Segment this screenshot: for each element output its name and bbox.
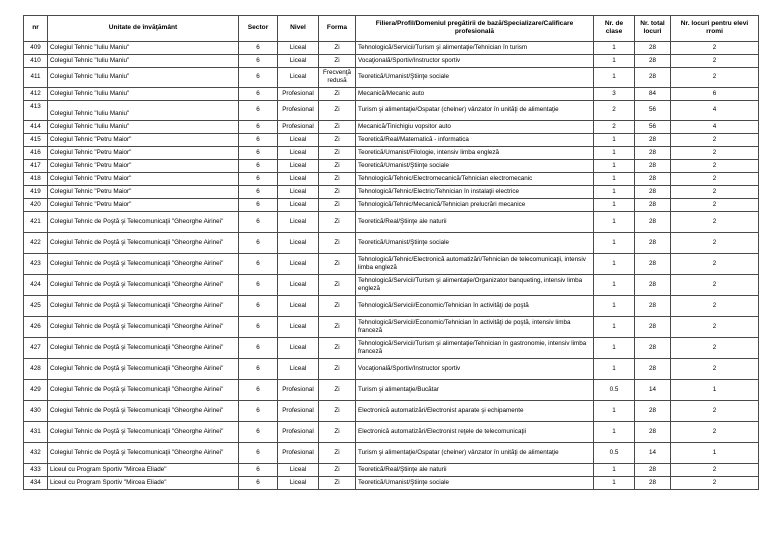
- cell-rromi: 2: [671, 253, 759, 274]
- table-row: [24, 120, 759, 133]
- cell-clase: 3: [594, 87, 635, 100]
- cell-sector: 6: [239, 232, 278, 253]
- cell-nr: 416: [24, 146, 48, 159]
- cell-nr: 409: [24, 41, 48, 54]
- cell-rromi: 2: [671, 232, 759, 253]
- cell-forma: Zi: [319, 295, 356, 316]
- cell-nr: 421: [24, 211, 48, 232]
- cell-nivel: Liceal: [278, 146, 319, 159]
- table-row: [24, 159, 759, 172]
- cell-sector: 6: [239, 87, 278, 100]
- cell-unit: Colegiul Tehnic de Poştă şi Telecomunicaţii "Gheorghe Airinei": [48, 400, 239, 421]
- cell-nivel: Liceal: [278, 41, 319, 54]
- cell-nivel: Liceal: [278, 198, 319, 211]
- cell-sector: 6: [239, 100, 278, 120]
- cell-forma: Zi: [319, 211, 356, 232]
- cell-nr: 423: [24, 253, 48, 274]
- cell-rromi: 1: [671, 442, 759, 463]
- cell-clase: 1: [594, 211, 635, 232]
- cell-filiera: Tehnologică/Tehnic/Electric/Tehnician în instalaţii electrice: [356, 185, 594, 198]
- cell-nivel: Liceal: [278, 185, 319, 198]
- cell-nivel: Liceal: [278, 133, 319, 146]
- column-header-clase: Nr. de clase: [594, 16, 635, 42]
- cell-filiera: Teoretică/Umanist/Filologie, intensiv limba engleză: [356, 146, 594, 159]
- cell-locuri: 28: [635, 316, 671, 337]
- table-body: [24, 41, 759, 489]
- cell-unit: Colegiul Tehnic de Poştă şi Telecomunicaţii "Gheorghe Airinei": [48, 253, 239, 274]
- cell-unit: Colegiul Tehnic "Petru Maior": [48, 172, 239, 185]
- cell-locuri: 28: [635, 211, 671, 232]
- cell-locuri: 28: [635, 41, 671, 54]
- cell-clase: 0.5: [594, 379, 635, 400]
- cell-sector: 6: [239, 159, 278, 172]
- cell-unit: Colegiul Tehnic "Iuliu Maniu": [48, 100, 239, 120]
- cell-unit: Colegiul Tehnic "Iuliu Maniu": [48, 120, 239, 133]
- cell-unit: Colegiul Tehnic "Iuliu Maniu": [48, 41, 239, 54]
- table-row: [24, 67, 759, 87]
- cell-locuri: 28: [635, 159, 671, 172]
- cell-forma: Zi: [319, 100, 356, 120]
- cell-forma: Frecvenţă redusă: [319, 67, 356, 87]
- cell-rromi: 1: [671, 379, 759, 400]
- cell-sector: 6: [239, 358, 278, 379]
- table-row: [24, 421, 759, 442]
- cell-nivel: Liceal: [278, 253, 319, 274]
- cell-nivel: Profesional: [278, 400, 319, 421]
- cell-forma: Zi: [319, 253, 356, 274]
- cell-nr: 426: [24, 316, 48, 337]
- cell-sector: 6: [239, 442, 278, 463]
- cell-nivel: Liceal: [278, 211, 319, 232]
- cell-forma: Zi: [319, 172, 356, 185]
- cell-rromi: 4: [671, 100, 759, 120]
- cell-rromi: 2: [671, 185, 759, 198]
- cell-forma: Zi: [319, 379, 356, 400]
- column-header-sector: Sector: [239, 16, 278, 42]
- cell-filiera: Turism şi alimentaţie/Ospatar (chelner) vânzator în unităţi de alimentaţie: [356, 442, 594, 463]
- cell-nivel: Liceal: [278, 337, 319, 358]
- cell-nr: 411: [24, 67, 48, 87]
- cell-nivel: Profesional: [278, 379, 319, 400]
- cell-nr: 427: [24, 337, 48, 358]
- cell-nr: 419: [24, 185, 48, 198]
- table-header-row: [24, 16, 759, 42]
- cell-locuri: 56: [635, 120, 671, 133]
- cell-rromi: 2: [671, 172, 759, 185]
- cell-locuri: 28: [635, 274, 671, 295]
- cell-filiera: Electronică automatizări/Electronist aparate şi echipamente: [356, 400, 594, 421]
- cell-unit: Liceul cu Program Sportiv "Mircea Eliade": [48, 476, 239, 489]
- cell-unit: Colegiul Tehnic "Petru Maior": [48, 185, 239, 198]
- cell-forma: Zi: [319, 198, 356, 211]
- cell-clase: 1: [594, 316, 635, 337]
- cell-unit: Colegiul Tehnic "Petru Maior": [48, 146, 239, 159]
- cell-nr: 432: [24, 442, 48, 463]
- cell-filiera: Tehnologică/Servicii/Turism şi alimentaţie/Tehnician în turism: [356, 41, 594, 54]
- table-row: [24, 253, 759, 274]
- cell-locuri: 28: [635, 67, 671, 87]
- cell-nr: 422: [24, 232, 48, 253]
- cell-locuri: 28: [635, 54, 671, 67]
- cell-nivel: Liceal: [278, 358, 319, 379]
- cell-nr: 413: [24, 100, 48, 120]
- cell-forma: Zi: [319, 185, 356, 198]
- cell-nr: 418: [24, 172, 48, 185]
- cell-unit: Colegiul Tehnic "Iuliu Maniu": [48, 54, 239, 67]
- cell-nivel: Liceal: [278, 54, 319, 67]
- cell-filiera: Tehnologică/Tehnic/Electronică automatizări/Tehnician de telecomunicaţii, intensiv limba engleză: [356, 253, 594, 274]
- cell-nr: 424: [24, 274, 48, 295]
- cell-filiera: Tehnologică/Servicii/Turism şi alimentaţie/Tehnician în gastronomie, intensiv limba franceză: [356, 337, 594, 358]
- cell-nivel: Liceal: [278, 463, 319, 476]
- cell-nr: 410: [24, 54, 48, 67]
- cell-unit: Liceul cu Program Sportiv "Mircea Eliade": [48, 463, 239, 476]
- cell-rromi: 2: [671, 295, 759, 316]
- cell-forma: Zi: [319, 41, 356, 54]
- cell-rromi: 2: [671, 159, 759, 172]
- column-header-filiera: Filiera/Profil/Domeniul pregătirii de bază/Specializare/Calificare profesională: [356, 16, 594, 42]
- cell-nr: 412: [24, 87, 48, 100]
- cell-filiera: Tehnologică/Servicii/Turism şi alimentaţie/Organizator banqueting, intensiv limba engleză: [356, 274, 594, 295]
- cell-filiera: Teoretică/Umanist/Ştiinţe sociale: [356, 159, 594, 172]
- school-offers-table: [23, 15, 759, 490]
- cell-unit: Colegiul Tehnic de Poştă şi Telecomunicaţii "Gheorghe Airinei": [48, 421, 239, 442]
- cell-filiera: Teoretică/Real/Matematică - informatica: [356, 133, 594, 146]
- table-header: [24, 16, 759, 42]
- cell-filiera: Tehnologică/Tehnic/Mecanică/Tehnician prelucrări mecanice: [356, 198, 594, 211]
- cell-nivel: Profesional: [278, 421, 319, 442]
- cell-unit: Colegiul Tehnic de Poştă şi Telecomunicaţii "Gheorghe Airinei": [48, 295, 239, 316]
- table-row: [24, 172, 759, 185]
- cell-clase: 1: [594, 146, 635, 159]
- cell-filiera: Mecanică/Tinichigiu vopsitor auto: [356, 120, 594, 133]
- table-row: [24, 41, 759, 54]
- cell-nr: 414: [24, 120, 48, 133]
- cell-filiera: Mecanică/Mecanic auto: [356, 87, 594, 100]
- table-container: [23, 15, 758, 490]
- cell-unit: Colegiul Tehnic de Poştă şi Telecomunicaţii "Gheorghe Airinei": [48, 442, 239, 463]
- cell-unit: Colegiul Tehnic de Poştă şi Telecomunicaţii "Gheorghe Airinei": [48, 211, 239, 232]
- cell-rromi: 6: [671, 87, 759, 100]
- cell-forma: Zi: [319, 358, 356, 379]
- cell-rromi: 2: [671, 337, 759, 358]
- cell-filiera: Electronică automatizări/Electronist reţele de telecomunicaţii: [356, 421, 594, 442]
- cell-unit: Colegiul Tehnic "Iuliu Maniu": [48, 87, 239, 100]
- cell-rromi: 2: [671, 400, 759, 421]
- cell-locuri: 28: [635, 232, 671, 253]
- cell-sector: 6: [239, 463, 278, 476]
- cell-nivel: Liceal: [278, 232, 319, 253]
- cell-rromi: 2: [671, 41, 759, 54]
- cell-locuri: 28: [635, 146, 671, 159]
- cell-locuri: 28: [635, 133, 671, 146]
- cell-sector: 6: [239, 146, 278, 159]
- cell-forma: Zi: [319, 400, 356, 421]
- cell-locuri: 84: [635, 87, 671, 100]
- table-row: [24, 211, 759, 232]
- table-row: [24, 337, 759, 358]
- cell-filiera: Teoretică/Umanist/Ştiinţe sociale: [356, 476, 594, 489]
- cell-unit: Colegiul Tehnic de Poştă şi Telecomunicaţii "Gheorghe Airinei": [48, 379, 239, 400]
- column-header-rromi: Nr. locuri pentru elevi rromi: [671, 16, 759, 42]
- cell-unit: Colegiul Tehnic de Poştă şi Telecomunicaţii "Gheorghe Airinei": [48, 358, 239, 379]
- cell-rromi: 2: [671, 133, 759, 146]
- cell-clase: 1: [594, 159, 635, 172]
- cell-nivel: Profesional: [278, 87, 319, 100]
- table-row: [24, 87, 759, 100]
- cell-filiera: Turism şi alimentaţie/Bucătar: [356, 379, 594, 400]
- cell-unit: Colegiul Tehnic "Petru Maior": [48, 159, 239, 172]
- cell-nr: 417: [24, 159, 48, 172]
- cell-sector: 6: [239, 120, 278, 133]
- cell-sector: 6: [239, 274, 278, 295]
- cell-unit: Colegiul Tehnic "Petru Maior": [48, 133, 239, 146]
- cell-nr: 425: [24, 295, 48, 316]
- cell-locuri: 14: [635, 379, 671, 400]
- cell-forma: Zi: [319, 159, 356, 172]
- cell-rromi: 2: [671, 211, 759, 232]
- cell-clase: 1: [594, 198, 635, 211]
- cell-nr: 415: [24, 133, 48, 146]
- cell-sector: 6: [239, 67, 278, 87]
- table-row: [24, 146, 759, 159]
- cell-locuri: 28: [635, 358, 671, 379]
- cell-sector: 6: [239, 316, 278, 337]
- cell-nivel: Profesional: [278, 120, 319, 133]
- cell-filiera: Tehnologică/Servicii/Economic/Tehnician în activităţi de poştă: [356, 295, 594, 316]
- cell-sector: 6: [239, 400, 278, 421]
- cell-rromi: 2: [671, 316, 759, 337]
- cell-clase: 1: [594, 358, 635, 379]
- cell-filiera: Tehnologică/Tehnic/Electromecanică/Tehnician electromecanic: [356, 172, 594, 185]
- cell-sector: 6: [239, 476, 278, 489]
- cell-sector: 6: [239, 253, 278, 274]
- column-header-nivel: Nivel: [278, 16, 319, 42]
- cell-rromi: 2: [671, 67, 759, 87]
- cell-clase: 1: [594, 185, 635, 198]
- cell-locuri: 14: [635, 442, 671, 463]
- cell-clase: 1: [594, 172, 635, 185]
- cell-forma: Zi: [319, 274, 356, 295]
- cell-sector: 6: [239, 295, 278, 316]
- cell-nr: 430: [24, 400, 48, 421]
- cell-nr: 420: [24, 198, 48, 211]
- cell-filiera: Tehnologică/Servicii/Economic/Tehnician în activităţi de poştă, intensiv limba franceză: [356, 316, 594, 337]
- cell-clase: 1: [594, 67, 635, 87]
- cell-clase: 2: [594, 120, 635, 133]
- cell-nr: 429: [24, 379, 48, 400]
- cell-sector: 6: [239, 133, 278, 146]
- cell-sector: 6: [239, 211, 278, 232]
- cell-forma: Zi: [319, 54, 356, 67]
- cell-forma: Zi: [319, 421, 356, 442]
- cell-rromi: 2: [671, 198, 759, 211]
- table-row: [24, 316, 759, 337]
- cell-locuri: 28: [635, 253, 671, 274]
- cell-unit: Colegiul Tehnic "Iuliu Maniu": [48, 67, 239, 87]
- cell-locuri: 28: [635, 463, 671, 476]
- cell-sector: 6: [239, 54, 278, 67]
- cell-locuri: 28: [635, 476, 671, 489]
- cell-nivel: Liceal: [278, 67, 319, 87]
- table-row: [24, 185, 759, 198]
- cell-forma: Zi: [319, 337, 356, 358]
- table-row: [24, 358, 759, 379]
- table-row: [24, 100, 759, 120]
- cell-locuri: 56: [635, 100, 671, 120]
- cell-rromi: 2: [671, 358, 759, 379]
- cell-nivel: Liceal: [278, 274, 319, 295]
- cell-locuri: 28: [635, 295, 671, 316]
- cell-forma: Zi: [319, 87, 356, 100]
- cell-filiera: Vocaţională/Sportiv/Instructor sportiv: [356, 358, 594, 379]
- column-header-nr: nr: [24, 16, 48, 42]
- cell-clase: 1: [594, 41, 635, 54]
- cell-clase: 1: [594, 463, 635, 476]
- cell-clase: 1: [594, 295, 635, 316]
- cell-forma: Zi: [319, 316, 356, 337]
- cell-rromi: 2: [671, 421, 759, 442]
- cell-nivel: Liceal: [278, 159, 319, 172]
- cell-sector: 6: [239, 185, 278, 198]
- cell-clase: 1: [594, 232, 635, 253]
- cell-locuri: 28: [635, 337, 671, 358]
- cell-filiera: Turism şi alimentaţie/Ospatar (chelner) vânzator în unităţi de alimentaţie: [356, 100, 594, 120]
- cell-nivel: Liceal: [278, 295, 319, 316]
- cell-clase: 0.5: [594, 442, 635, 463]
- table-row: [24, 379, 759, 400]
- cell-forma: Zi: [319, 120, 356, 133]
- cell-nr: 434: [24, 476, 48, 489]
- cell-unit: Colegiul Tehnic "Petru Maior": [48, 198, 239, 211]
- cell-nr: 428: [24, 358, 48, 379]
- cell-filiera: Teoretică/Real/Ştiinţe ale naturii: [356, 463, 594, 476]
- table-row: [24, 442, 759, 463]
- cell-clase: 1: [594, 476, 635, 489]
- cell-locuri: 28: [635, 198, 671, 211]
- cell-filiera: Vocaţională/Sportiv/Instructor sportiv: [356, 54, 594, 67]
- cell-rromi: 4: [671, 120, 759, 133]
- cell-unit: Colegiul Tehnic de Poştă şi Telecomunicaţii "Gheorghe Airinei": [48, 337, 239, 358]
- cell-rromi: 2: [671, 476, 759, 489]
- cell-locuri: 28: [635, 172, 671, 185]
- column-header-unit: Unitate de învăţământ: [48, 16, 239, 42]
- cell-filiera: Teoretică/Umanist/Ştiinţe sociale: [356, 67, 594, 87]
- cell-nr: 433: [24, 463, 48, 476]
- table-row: [24, 400, 759, 421]
- cell-filiera: Teoretică/Real/Ştiinţe ale naturii: [356, 211, 594, 232]
- cell-clase: 1: [594, 54, 635, 67]
- cell-sector: 6: [239, 337, 278, 358]
- cell-locuri: 28: [635, 421, 671, 442]
- cell-forma: Zi: [319, 146, 356, 159]
- table-row: [24, 232, 759, 253]
- cell-forma: Zi: [319, 133, 356, 146]
- cell-locuri: 28: [635, 185, 671, 198]
- cell-sector: 6: [239, 421, 278, 442]
- cell-nivel: Liceal: [278, 316, 319, 337]
- table-row: [24, 198, 759, 211]
- cell-clase: 1: [594, 337, 635, 358]
- cell-rromi: 2: [671, 463, 759, 476]
- cell-unit: Colegiul Tehnic de Poştă şi Telecomunicaţii "Gheorghe Airinei": [48, 274, 239, 295]
- cell-nr: 431: [24, 421, 48, 442]
- cell-clase: 2: [594, 100, 635, 120]
- column-header-forma: Forma: [319, 16, 356, 42]
- cell-clase: 1: [594, 253, 635, 274]
- cell-nivel: Liceal: [278, 172, 319, 185]
- cell-forma: Zi: [319, 442, 356, 463]
- column-header-locuri: Nr. total locuri: [635, 16, 671, 42]
- cell-nivel: Profesional: [278, 442, 319, 463]
- table-row: [24, 295, 759, 316]
- table-row: [24, 133, 759, 146]
- cell-rromi: 2: [671, 54, 759, 67]
- cell-forma: Zi: [319, 463, 356, 476]
- cell-sector: 6: [239, 172, 278, 185]
- table-row: [24, 54, 759, 67]
- cell-clase: 1: [594, 400, 635, 421]
- cell-nivel: Profesional: [278, 100, 319, 120]
- cell-rromi: 2: [671, 274, 759, 295]
- cell-unit: Colegiul Tehnic de Poştă şi Telecomunicaţii "Gheorghe Airinei": [48, 316, 239, 337]
- cell-clase: 1: [594, 133, 635, 146]
- cell-nivel: Liceal: [278, 476, 319, 489]
- cell-locuri: 28: [635, 400, 671, 421]
- cell-sector: 6: [239, 379, 278, 400]
- cell-filiera: Teoretică/Umanist/Ştiinţe sociale: [356, 232, 594, 253]
- cell-forma: Zi: [319, 232, 356, 253]
- cell-clase: 1: [594, 274, 635, 295]
- cell-sector: 6: [239, 198, 278, 211]
- cell-sector: 6: [239, 41, 278, 54]
- cell-forma: Zi: [319, 476, 356, 489]
- cell-unit: Colegiul Tehnic de Poştă şi Telecomunicaţii "Gheorghe Airinei": [48, 232, 239, 253]
- cell-clase: 1: [594, 421, 635, 442]
- table-row: [24, 476, 759, 489]
- table-row: [24, 463, 759, 476]
- cell-rromi: 2: [671, 146, 759, 159]
- table-row: [24, 274, 759, 295]
